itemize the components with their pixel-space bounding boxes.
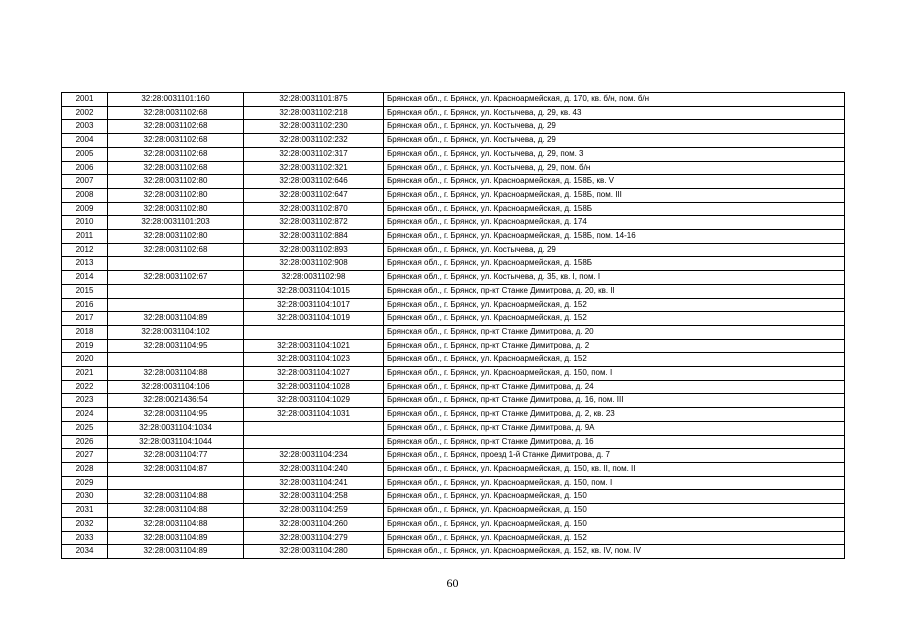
- table-row: [62, 394, 845, 408]
- address-cell: Брянская обл., г. Брянск, пр-кт Станке Димитрова, д. 24: [384, 380, 845, 394]
- table-row: [62, 298, 845, 312]
- address-cell: Брянская обл., г. Брянск, пр-кт Станке Димитрова, д. 16, пом. III: [384, 394, 845, 408]
- row-number-cell: 2004: [62, 134, 108, 148]
- object-number-cell: 32:28:0031101:875: [244, 93, 384, 107]
- row-number-cell: 2012: [62, 243, 108, 257]
- address-cell: Брянская обл., г. Брянск, ул. Красноармейская, д. 152, кв. IV, пом. IV: [384, 545, 845, 559]
- table-row: [62, 134, 845, 148]
- parcel-number-cell: 32:28:0031102:68: [108, 161, 244, 175]
- table-row: [62, 120, 845, 134]
- parcel-number-cell: 32:28:0031104:1044: [108, 435, 244, 449]
- table-row: [62, 106, 845, 120]
- object-number-cell: 32:28:0031102:893: [244, 243, 384, 257]
- object-number-cell: 32:28:0031104:241: [244, 476, 384, 490]
- table-row: [62, 271, 845, 285]
- table-row: [62, 504, 845, 518]
- table-row: [62, 435, 845, 449]
- parcel-number-cell: 32:28:0031102:68: [108, 134, 244, 148]
- row-number-cell: 2027: [62, 449, 108, 463]
- table-row: [62, 161, 845, 175]
- address-cell: Брянская обл., г. Брянск, ул. Красноармейская, д. 152: [384, 531, 845, 545]
- object-number-cell: 32:28:0031104:280: [244, 545, 384, 559]
- row-number-cell: 2021: [62, 367, 108, 381]
- table-row: [62, 257, 845, 271]
- address-cell: Брянская обл., г. Брянск, ул. Красноармейская, д. 170, кв. б/н, пом. б/н: [384, 93, 845, 107]
- row-number-cell: 2003: [62, 120, 108, 134]
- object-number-cell: [244, 435, 384, 449]
- address-cell: Брянская обл., г. Брянск, ул. Красноармейская, д. 158Б: [384, 257, 845, 271]
- object-number-cell: 32:28:0031102:230: [244, 120, 384, 134]
- parcel-number-cell: 32:28:0031102:80: [108, 230, 244, 244]
- parcel-number-cell: [108, 476, 244, 490]
- table-row: [62, 367, 845, 381]
- parcel-number-cell: [108, 284, 244, 298]
- table-row: [62, 312, 845, 326]
- address-cell: Брянская обл., г. Брянск, ул. Костычева, д. 29: [384, 134, 845, 148]
- object-number-cell: 32:28:0031104:1031: [244, 408, 384, 422]
- address-cell: Брянская обл., г. Брянск, ул. Красноармейская, д. 158Б, пом. 14-16: [384, 230, 845, 244]
- row-number-cell: 2030: [62, 490, 108, 504]
- address-cell: Брянская обл., г. Брянск, ул. Красноармейская, д. 158Б: [384, 202, 845, 216]
- row-number-cell: 2018: [62, 325, 108, 339]
- parcel-number-cell: 32:28:0031104:102: [108, 325, 244, 339]
- address-cell: Брянская обл., г. Брянск, ул. Красноармейская, д. 150: [384, 504, 845, 518]
- address-cell: Брянская обл., г. Брянск, ул. Костычева, д. 29, кв. 43: [384, 106, 845, 120]
- parcel-number-cell: [108, 353, 244, 367]
- object-number-cell: 32:28:0031104:260: [244, 517, 384, 531]
- object-number-cell: 32:28:0031102:218: [244, 106, 384, 120]
- address-cell: Брянская обл., г. Брянск, ул. Костычева, д. 29, пом. 3: [384, 147, 845, 161]
- object-number-cell: 32:28:0031102:321: [244, 161, 384, 175]
- address-cell: Брянская обл., г. Брянск, ул. Красноармейская, д. 150: [384, 517, 845, 531]
- table-row: [62, 325, 845, 339]
- address-cell: Брянская обл., г. Брянск, ул. Красноармейская, д. 150: [384, 490, 845, 504]
- parcel-number-cell: 32:28:0031101:203: [108, 216, 244, 230]
- table-row: [62, 175, 845, 189]
- address-cell: Брянская обл., г. Брянск, ул. Костычева, д. 29: [384, 243, 845, 257]
- row-number-cell: 2014: [62, 271, 108, 285]
- row-number-cell: 2022: [62, 380, 108, 394]
- table-row: [62, 202, 845, 216]
- row-number-cell: 2033: [62, 531, 108, 545]
- table-row: [62, 230, 845, 244]
- object-number-cell: 32:28:0031102:870: [244, 202, 384, 216]
- object-number-cell: 32:28:0031104:1015: [244, 284, 384, 298]
- object-number-cell: [244, 421, 384, 435]
- object-number-cell: 32:28:0031104:1028: [244, 380, 384, 394]
- parcel-number-cell: 32:28:0031102:67: [108, 271, 244, 285]
- address-cell: Брянская обл., г. Брянск, пр-кт Станке Димитрова, д. 2: [384, 339, 845, 353]
- row-number-cell: 2009: [62, 202, 108, 216]
- address-cell: Брянская обл., г. Брянск, пр-кт Станке Димитрова, д. 20: [384, 325, 845, 339]
- parcel-number-cell: 32:28:0031104:89: [108, 312, 244, 326]
- address-cell: Брянская обл., г. Брянск, ул. Костычева, д. 29: [384, 120, 845, 134]
- table-row: [62, 449, 845, 463]
- table-row: [62, 380, 845, 394]
- object-number-cell: 32:28:0031102:646: [244, 175, 384, 189]
- address-cell: Брянская обл., г. Брянск, ул. Красноармейская, д. 150, пом. I: [384, 367, 845, 381]
- row-number-cell: 2011: [62, 230, 108, 244]
- row-number-cell: 2001: [62, 93, 108, 107]
- table-row: [62, 284, 845, 298]
- row-number-cell: 2019: [62, 339, 108, 353]
- address-cell: Брянская обл., г. Брянск, ул. Красноармейская, д. 152: [384, 353, 845, 367]
- address-cell: Брянская обл., г. Брянск, ул. Красноармейская, д. 174: [384, 216, 845, 230]
- parcel-number-cell: 32:28:0031104:88: [108, 504, 244, 518]
- object-number-cell: 32:28:0031104:1017: [244, 298, 384, 312]
- parcel-number-cell: 32:28:0031104:77: [108, 449, 244, 463]
- row-number-cell: 2028: [62, 462, 108, 476]
- parcel-number-cell: [108, 298, 244, 312]
- parcel-number-cell: 32:28:0031102:68: [108, 120, 244, 134]
- parcel-number-cell: 32:28:0031102:68: [108, 106, 244, 120]
- table-row: [62, 243, 845, 257]
- table-row: [62, 531, 845, 545]
- object-number-cell: [244, 325, 384, 339]
- parcel-number-cell: 32:28:0031102:68: [108, 147, 244, 161]
- row-number-cell: 2008: [62, 188, 108, 202]
- object-number-cell: 32:28:0031102:98: [244, 271, 384, 285]
- parcel-number-cell: [108, 257, 244, 271]
- row-number-cell: 2031: [62, 504, 108, 518]
- table-row: [62, 353, 845, 367]
- parcel-number-cell: 32:28:0031104:95: [108, 408, 244, 422]
- registry-table: [61, 92, 845, 559]
- row-number-cell: 2034: [62, 545, 108, 559]
- parcel-number-cell: 32:28:0031104:89: [108, 531, 244, 545]
- object-number-cell: 32:28:0031104:1021: [244, 339, 384, 353]
- address-cell: Брянская обл., г. Брянск, пр-кт Станке Димитрова, д. 2, кв. 23: [384, 408, 845, 422]
- row-number-cell: 2016: [62, 298, 108, 312]
- parcel-number-cell: 32:28:0031104:89: [108, 545, 244, 559]
- row-number-cell: 2024: [62, 408, 108, 422]
- table-row: [62, 408, 845, 422]
- row-number-cell: 2006: [62, 161, 108, 175]
- object-number-cell: 32:28:0031102:647: [244, 188, 384, 202]
- parcel-number-cell: 32:28:0031104:95: [108, 339, 244, 353]
- object-number-cell: 32:28:0031104:234: [244, 449, 384, 463]
- object-number-cell: 32:28:0031102:908: [244, 257, 384, 271]
- address-cell: Брянская обл., г. Брянск, ул. Красноармейская, д. 158Б, пом. III: [384, 188, 845, 202]
- parcel-number-cell: 32:28:0031102:80: [108, 188, 244, 202]
- parcel-number-cell: 32:28:0031104:88: [108, 517, 244, 531]
- object-number-cell: 32:28:0031102:872: [244, 216, 384, 230]
- address-cell: Брянская обл., г. Брянск, пр-кт Станке Димитрова, д. 20, кв. II: [384, 284, 845, 298]
- registry-table-body: [62, 93, 845, 559]
- row-number-cell: 2025: [62, 421, 108, 435]
- parcel-number-cell: 32:28:0021436:54: [108, 394, 244, 408]
- object-number-cell: 32:28:0031104:1029: [244, 394, 384, 408]
- object-number-cell: 32:28:0031104:1023: [244, 353, 384, 367]
- table-row: [62, 462, 845, 476]
- object-number-cell: 32:28:0031102:317: [244, 147, 384, 161]
- object-number-cell: 32:28:0031104:258: [244, 490, 384, 504]
- row-number-cell: 2020: [62, 353, 108, 367]
- address-cell: Брянская обл., г. Брянск, ул. Костычева, д. 29, пом. б/н: [384, 161, 845, 175]
- parcel-number-cell: 32:28:0031104:87: [108, 462, 244, 476]
- page-number: 60: [446, 576, 459, 590]
- parcel-number-cell: 32:28:0031104:88: [108, 367, 244, 381]
- table-row: [62, 421, 845, 435]
- row-number-cell: 2005: [62, 147, 108, 161]
- object-number-cell: 32:28:0031104:240: [244, 462, 384, 476]
- parcel-number-cell: 32:28:0031104:88: [108, 490, 244, 504]
- object-number-cell: 32:28:0031104:279: [244, 531, 384, 545]
- table-row: [62, 339, 845, 353]
- address-cell: Брянская обл., г. Брянск, проезд 1-й Станке Димитрова, д. 7: [384, 449, 845, 463]
- object-number-cell: 32:28:0031104:1027: [244, 367, 384, 381]
- object-number-cell: 32:28:0031102:232: [244, 134, 384, 148]
- row-number-cell: 2007: [62, 175, 108, 189]
- address-cell: Брянская обл., г. Брянск, ул. Красноармейская, д. 158Б, кв. V: [384, 175, 845, 189]
- row-number-cell: 2013: [62, 257, 108, 271]
- address-cell: Брянская обл., г. Брянск, ул. Красноармейская, д. 152: [384, 312, 845, 326]
- row-number-cell: 2015: [62, 284, 108, 298]
- address-cell: Брянская обл., г. Брянск, пр-кт Станке Димитрова, д. 16: [384, 435, 845, 449]
- parcel-number-cell: 32:28:0031101:160: [108, 93, 244, 107]
- row-number-cell: 2017: [62, 312, 108, 326]
- address-cell: Брянская обл., г. Брянск, пр-кт Станке Димитрова, д. 9А: [384, 421, 845, 435]
- table-row: [62, 490, 845, 504]
- row-number-cell: 2010: [62, 216, 108, 230]
- parcel-number-cell: 32:28:0031104:106: [108, 380, 244, 394]
- table-row: [62, 188, 845, 202]
- table-row: [62, 147, 845, 161]
- row-number-cell: 2026: [62, 435, 108, 449]
- table-row: [62, 545, 845, 559]
- table-row: [62, 517, 845, 531]
- address-cell: Брянская обл., г. Брянск, ул. Красноармейская, д. 150, кв. II, пом. II: [384, 462, 845, 476]
- address-cell: Брянская обл., г. Брянск, ул. Красноармейская, д. 150, пом. I: [384, 476, 845, 490]
- row-number-cell: 2002: [62, 106, 108, 120]
- parcel-number-cell: 32:28:0031104:1034: [108, 421, 244, 435]
- parcel-number-cell: 32:28:0031102:80: [108, 202, 244, 216]
- object-number-cell: 32:28:0031104:259: [244, 504, 384, 518]
- row-number-cell: 2032: [62, 517, 108, 531]
- parcel-number-cell: 32:28:0031102:68: [108, 243, 244, 257]
- row-number-cell: 2029: [62, 476, 108, 490]
- row-number-cell: 2023: [62, 394, 108, 408]
- table-row: [62, 216, 845, 230]
- table-row: [62, 476, 845, 490]
- address-cell: Брянская обл., г. Брянск, ул. Красноармейская, д. 152: [384, 298, 845, 312]
- address-cell: Брянская обл., г. Брянск, ул. Костычева, д. 35, кв. I, пом. I: [384, 271, 845, 285]
- table-row: [62, 93, 845, 107]
- parcel-number-cell: 32:28:0031102:80: [108, 175, 244, 189]
- object-number-cell: 32:28:0031104:1019: [244, 312, 384, 326]
- object-number-cell: 32:28:0031102:884: [244, 230, 384, 244]
